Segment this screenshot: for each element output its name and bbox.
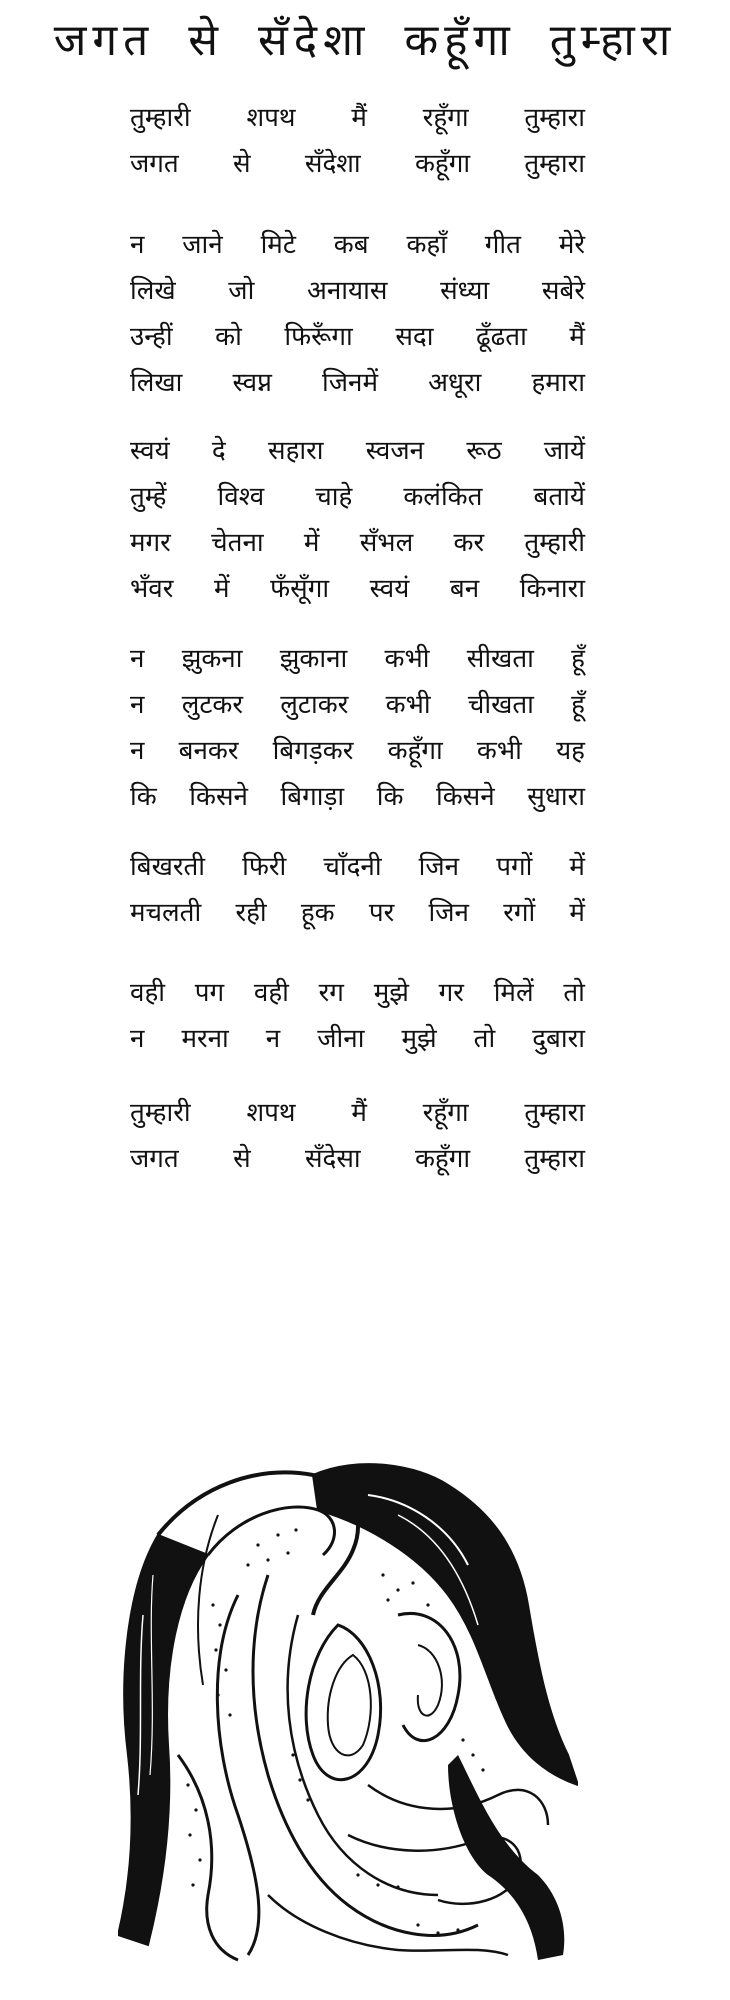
- poem-word: कलंकित: [403, 482, 483, 512]
- poem-word: सहारा: [268, 436, 324, 466]
- poem-line: [130, 890, 585, 936]
- poem-word: को: [215, 322, 242, 352]
- poem-word: मिलें: [493, 978, 534, 1008]
- poem-word: गीत: [484, 230, 521, 260]
- stanza: [130, 844, 585, 936]
- poem-line: [130, 95, 585, 141]
- poem-line: [130, 970, 585, 1016]
- poem-word: में: [303, 528, 320, 558]
- stanza: [130, 428, 585, 612]
- poem-word: भँवर: [130, 574, 174, 604]
- poem-word: रही: [235, 898, 267, 928]
- poem-word: तुम्हारा: [524, 103, 585, 133]
- poem-word: से: [233, 149, 251, 179]
- ink-swirl-illustration-icon: [118, 1455, 578, 1965]
- poem-word: अधूरा: [428, 368, 482, 398]
- poem-word: किसने: [435, 782, 495, 812]
- poem-word: जिन: [428, 898, 469, 928]
- poem-word: चाहे: [315, 482, 353, 512]
- poem-word: दुबारा: [532, 1024, 585, 1054]
- poem-word: मरना: [181, 1024, 229, 1054]
- poem-word: संध्या: [440, 276, 490, 306]
- poem-word: जिनमें: [322, 368, 379, 398]
- poem-word: रग: [318, 978, 344, 1008]
- poem-word: तुम्हें: [130, 482, 167, 512]
- poem-word: किनारा: [519, 574, 585, 604]
- poem-word: सँभल: [359, 528, 414, 558]
- poem-word: ढूँढता: [476, 322, 527, 352]
- poem-word: स्वजन: [365, 436, 425, 466]
- poem-word: हूक: [300, 898, 335, 928]
- poem-word: लुटाकर: [280, 690, 349, 720]
- poem-word: जाने: [182, 230, 223, 260]
- poem-line: [130, 520, 585, 566]
- poem-word: बिगड़कर: [272, 736, 354, 766]
- poem-word: न: [130, 1024, 145, 1054]
- poem-word: हूँ: [571, 644, 585, 674]
- poem-word: पग: [194, 978, 225, 1008]
- poem-word: जगत: [130, 1144, 179, 1174]
- poem-word: जायें: [543, 436, 585, 466]
- poem-line: [130, 1136, 585, 1182]
- poem-word: विश्व: [217, 482, 265, 512]
- poem-line: [130, 682, 585, 728]
- poem-line: [130, 844, 585, 890]
- poem-word: तो: [563, 978, 585, 1008]
- poem-line: [130, 222, 585, 268]
- poem-word: चाँदनी: [323, 852, 382, 882]
- poem-line: [130, 314, 585, 360]
- poem-word: जिन: [418, 852, 460, 882]
- poem-word: मुझे: [401, 1024, 437, 1054]
- poem-line: [130, 636, 585, 682]
- poem-line: [130, 1016, 585, 1062]
- poem-word: झुकाना: [279, 644, 348, 674]
- poem-word: कहूँगा: [414, 1144, 471, 1174]
- poem-word: झुकना: [181, 644, 243, 674]
- poem-word: स्वप्न: [232, 368, 272, 398]
- poem-word: न: [130, 736, 145, 766]
- poem-word: चीखता: [467, 690, 534, 720]
- poem-word: कि: [130, 782, 157, 812]
- poem-word: कभी: [476, 736, 522, 766]
- poem-word: न: [130, 230, 145, 260]
- poem-word: पर: [368, 898, 395, 928]
- poem-word: बिखरती: [130, 852, 206, 882]
- poem-word: बनकर: [178, 736, 239, 766]
- poem-word: कि: [376, 782, 404, 812]
- poem-word: गर: [438, 978, 464, 1008]
- stanza: [130, 95, 585, 187]
- poem-word: मचलती: [130, 898, 202, 928]
- poem-word: स्वयं: [369, 574, 410, 604]
- poem-word: जो: [228, 276, 255, 306]
- poem-word: जगत: [130, 149, 179, 179]
- poem-line: [130, 728, 585, 774]
- poem-word: तुम्हारा: [524, 1098, 585, 1128]
- poem-word: मिटे: [260, 230, 296, 260]
- poem-word: में: [569, 852, 585, 882]
- poem-word: कब: [333, 230, 369, 260]
- poem-word: तो: [473, 1024, 496, 1054]
- poem-word: बन: [449, 574, 480, 604]
- stanza: [130, 222, 585, 406]
- poem-word: कहूँगा: [414, 149, 471, 179]
- poem-word: हूँ: [571, 690, 585, 720]
- poem-word: न: [130, 690, 145, 720]
- poem-line: [130, 268, 585, 314]
- stanza: [130, 636, 585, 820]
- stanza: [130, 970, 585, 1062]
- poem-line: [130, 360, 585, 406]
- poem-word: से: [233, 1144, 251, 1174]
- poem-line: [130, 566, 585, 612]
- poem-word: लिखे: [130, 276, 176, 306]
- poem-word: कहाँ: [406, 230, 447, 260]
- poem-word: लुटकर: [181, 690, 244, 720]
- poem-word: सँदेशा: [304, 149, 361, 179]
- poem-word: में: [213, 574, 230, 604]
- poem-word: न: [265, 1024, 281, 1054]
- poem-word: चेतना: [211, 528, 264, 558]
- poem-word: कर: [453, 528, 485, 558]
- poem-word: तुम्हारा: [524, 1144, 585, 1174]
- poem-word: मैं: [351, 103, 367, 133]
- poem-word: शपथ: [246, 103, 296, 133]
- poem-word: दे: [211, 436, 226, 466]
- poem-word: रहूँगा: [422, 103, 469, 133]
- poem-word: मेरे: [558, 230, 585, 260]
- poem-word: सबेरे: [541, 276, 585, 306]
- poem-word: सुधारा: [527, 782, 585, 812]
- poem-word: जीना: [317, 1024, 365, 1054]
- poem-word: उन्हीं: [130, 322, 173, 352]
- poem-line: [130, 474, 585, 520]
- poem-word: मगर: [130, 528, 171, 558]
- poem-word: मुझे: [373, 978, 409, 1008]
- stanza: [130, 1090, 585, 1182]
- poem-word: कहूँगा: [387, 736, 443, 766]
- poem-word: रूठ: [466, 436, 502, 466]
- poem-word: फिरी: [242, 852, 287, 882]
- poem-word: तुम्हारी: [130, 103, 191, 133]
- poem-title: जगत से सँदेशा कहूँगा तुम्हारा: [53, 15, 677, 66]
- poem-line: [130, 428, 585, 474]
- poem-word: लिखा: [130, 368, 183, 398]
- poem-word: रगों: [503, 898, 536, 928]
- poem-word: वही: [253, 978, 289, 1008]
- poem-word: कभी: [385, 690, 431, 720]
- poem-word: कभी: [384, 644, 430, 674]
- poem-line: [130, 141, 585, 187]
- poem-word: पगों: [496, 852, 533, 882]
- poem-word: किसने: [189, 782, 248, 812]
- poem-word: शपथ: [246, 1098, 296, 1128]
- poem-word: में: [569, 898, 585, 928]
- poem-line: [130, 774, 585, 820]
- poem-word: तुम्हारा: [524, 149, 585, 179]
- poem-word: मैं: [351, 1098, 367, 1128]
- poem-word: सँदेसा: [304, 1144, 361, 1174]
- poem-word: यह: [556, 736, 585, 766]
- poem-word: हमारा: [531, 368, 585, 398]
- poem-line: [130, 1090, 585, 1136]
- poem-word: बिगाड़ा: [280, 782, 345, 812]
- poem-word: वही: [130, 978, 165, 1008]
- poem-word: मैं: [569, 322, 585, 352]
- poem-word: तुम्हारी: [130, 1098, 191, 1128]
- poem-word: सदा: [395, 322, 434, 352]
- poem-word: बतायें: [533, 482, 585, 512]
- poem-word: सीखता: [466, 644, 534, 674]
- poem-word: स्वयं: [130, 436, 170, 466]
- poem-word: फँसूँगा: [270, 574, 330, 604]
- poem-word: फिरूँगा: [284, 322, 353, 352]
- poem-word: रहूँगा: [422, 1098, 469, 1128]
- poem-word: तुम्हारी: [524, 528, 585, 558]
- poem-word: अनायास: [306, 276, 388, 306]
- poem-word: न: [130, 644, 145, 674]
